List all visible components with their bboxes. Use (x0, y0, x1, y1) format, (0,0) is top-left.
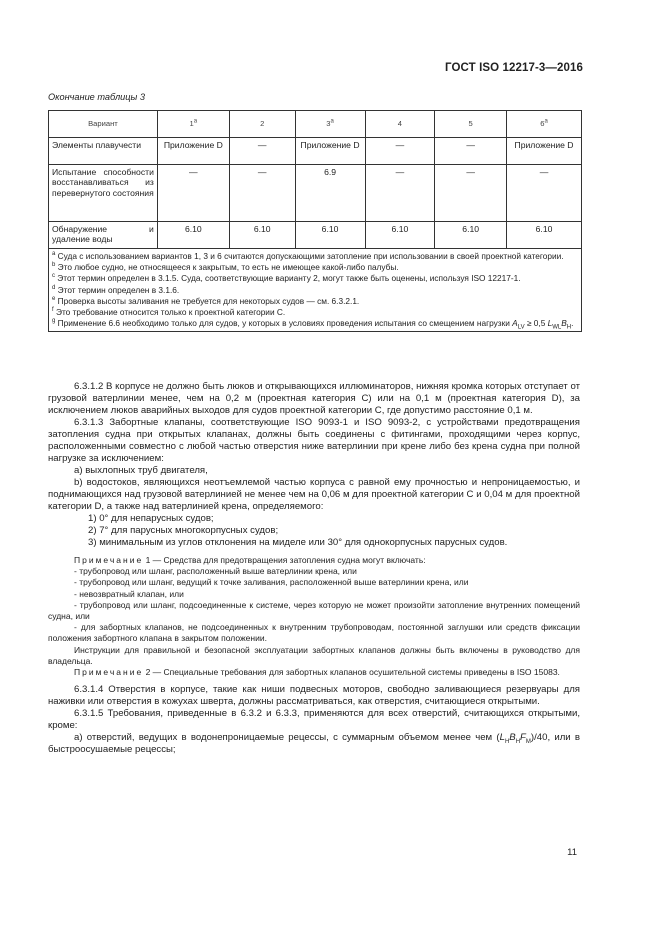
table-cell: — (157, 165, 229, 222)
header-variant-5: 5 (435, 111, 507, 138)
note-label: Примечание (74, 667, 144, 678)
clause-6-3-1-2: 6.3.1.2 В корпусе не должно быть люков и открывающихся иллюминаторов, нижняя кромка которых отступает от грузовой ватерлинии менее, чем на 0,2 м (проектная категория С) или на 0,1 м (проектная категория D), за исключением люков аварийных выходов для судов проектной категории С, где допустимо расстояние 0,1 м. (48, 381, 580, 416)
note-item: - трубопровод или шланг, ведущий к точке заливания, расположенной выше ватерлинии крена, или (74, 577, 469, 588)
table-row (49, 165, 582, 222)
list-item-a2: а) отверстий, ведущих в водонепроницаемые рецессы, с суммарным объемом менее чем $(L_HB_HF_M)/40$, или в быстроосушаемые рецессы; (48, 732, 580, 756)
table-cell: — (507, 165, 582, 222)
table-cell: 6.9 (295, 165, 365, 222)
page-number: 11 (567, 847, 577, 858)
footnote-d: $^d$ Этот термин определен в 3.1.6. (52, 284, 180, 295)
table-header-row (49, 111, 582, 138)
footnote-b: $^b$ Это любое судно, не относящееся к закрытым, то есть не имеющее какой-либо палубы. (52, 262, 399, 273)
table-cell: Приложение D (157, 138, 229, 165)
table-cell: 6.10 (507, 222, 582, 249)
list-item-a: а) выхлопных труб двигателя, (74, 465, 208, 476)
sub-item-3: 3) минимальным из углов отклонения на миделе или 30° для однокорпусных парусных судов. (88, 537, 508, 548)
table-cell: 6.10 (295, 222, 365, 249)
note-2: Примечание 2 — Специальные требования для забортных клапанов осушительной системы приведены в ISO 15083. (74, 667, 560, 678)
note-item: - невозвратный клапан, или (74, 588, 184, 599)
variants-table (48, 110, 582, 332)
note-item: - трубопровод или шланг, расположенный выше ватерлинии крена, или (74, 566, 357, 577)
clause-6-3-1-3: 6.3.1.3 Забортные клапаны, соответствующие ISO 9093-1 и ISO 9093-2, с устройствами предотвращения затопления судна при открытых клапанах, должны быть соединены с фитингами, проходящими через корпус, расположенными совместно с любой частью отверстия ниже ватерлинии при крене либо без крена судна при полной нагрузке за исключением: (48, 417, 580, 464)
note-label: Примечание (74, 555, 144, 565)
row-label: Испытание способности восстанавливаться из перевернутого состояния (49, 165, 158, 222)
header-variant-4: 4 (365, 111, 435, 138)
table-caption: Окончание таблицы 3 (48, 92, 145, 102)
table-cell: — (365, 165, 435, 222)
table-cell: — (435, 165, 507, 222)
footnote-c: $^c$ Этот термин определен в 3.1.5. Суда, соответствующие варианту 2, могут также быть оценены, используя ISO 12217-1. (52, 273, 521, 284)
table-cell: — (365, 138, 435, 165)
table-footnotes (49, 249, 582, 332)
table-row (49, 222, 582, 249)
main-text (48, 381, 580, 756)
header-variant-2: 2 (229, 111, 295, 138)
sub-item-1: 1) 0° для непарусных судов; (88, 513, 214, 524)
footnote-a: $^a$ Суда с использованием вариантов 1, 3 и 6 считаются допускающими затопление при использовании в своей проектной категории. (52, 251, 564, 261)
footnote-f: $^f$ Это требование относится только к проектной категории С. (52, 307, 286, 318)
header-variant-3: 3$^a$ (295, 111, 365, 138)
note-instructions: Инструкции для правильной и безопасной эксплуатации забортных клапанов должны быть включены в руководство для владельца. (48, 644, 580, 666)
header-variant-6: 6$^a$ (507, 111, 582, 138)
clause-6-3-1-5: 6.3.1.5 Требования, приведенные в 6.3.2 и 6.3.3, применяются для всех отверстий, считающихся открытыми, кроме: (48, 708, 580, 732)
header-variant: Вариант (49, 111, 158, 138)
table-cell: Приложение D (295, 138, 365, 165)
row-label: Элементы плавучести (49, 138, 158, 165)
table-row (49, 138, 582, 165)
footnote-g: $^g$ Применение 6.6 необходимо только для судов, у которых в условиях проведения испытания со смещением нагрузки $A_{LV} \ge 0,5$ $L_{WL}B_H$. (52, 318, 574, 331)
table-cell: — (229, 165, 295, 222)
table-notes-row (49, 249, 582, 332)
row-label: Обнаружение и удаление воды (49, 222, 158, 249)
footnote-e: $^e$ Проверка высоты заливания не требуется для некоторых судов — см. 6.3.2.1. (52, 295, 360, 306)
table-cell: 6.10 (229, 222, 295, 249)
sub-item-2: 2) 7° для парусных многокорпусных судов; (88, 525, 279, 536)
header-variant-1: 1$^a$ (157, 111, 229, 138)
table-cell: — (435, 138, 507, 165)
clause-6-3-1-4: 6.3.1.4 Отверстия в корпусе, такие как ниши подвесных моторов, свободно заливающиеся резервуары для наживки или отверстия в кожухах шверта, должны рассматриваться, как отверстия, считающиеся открытыми. (48, 684, 580, 708)
table-cell: 6.10 (365, 222, 435, 249)
document-header: ГОСТ ISO 12217-3—2016 (445, 62, 583, 74)
table-cell: 6.10 (435, 222, 507, 249)
table-cell: Приложение D (507, 138, 582, 165)
table-cell: 6.10 (157, 222, 229, 249)
list-item-b: b) водостоков, являющихся неотъемлемой частью корпуса с равной ему прочностью и непроницаемостью, и поднимающихся над грузовой ватерлинией не менее чем на 0,06 м для проектной категории С и 0,04 м для проектной категории D, а также над ватерлинией крена, определяемого: (48, 477, 580, 512)
note-item: - трубопровод или шланг, подсоединенные к системе, через которую не может произойти затопление внутренних помещений судна, или (48, 599, 580, 622)
table-cell: — (229, 138, 295, 165)
note-item: - для забортных клапанов, не подсоединенных к внутренним трубопроводам, постоянной заглушки или средств фиксации положения забортного клапана в закрытом положении. (48, 622, 580, 644)
note-1: Примечание 1 — Средства для предотвращения затопления судна могут включать: - трубопровод или шланг, расположенный выше ватерлинии крена, или - трубопровод или шланг, ведущий к точке заливания, расположенной выше ватерлинии крена, или - невозвратный клапан, или - трубопровод или шланг, подсоединенные к системе, через которую не может произойти затопление внутренних помещений судна, или - для забортных клапанов, не подсоединенных к внутренним трубопроводам, постоянной заглушки или средств фиксации положения забортного клапана в закрытом положении. Инструкции для правильной и безопасной эксплуатации забортных клапанов должны быть включены в руководство для владельца. Примечание 2 — Специальные требования для забортных клапанов осушительной системы приведены в ISO 15083. (48, 555, 580, 678)
